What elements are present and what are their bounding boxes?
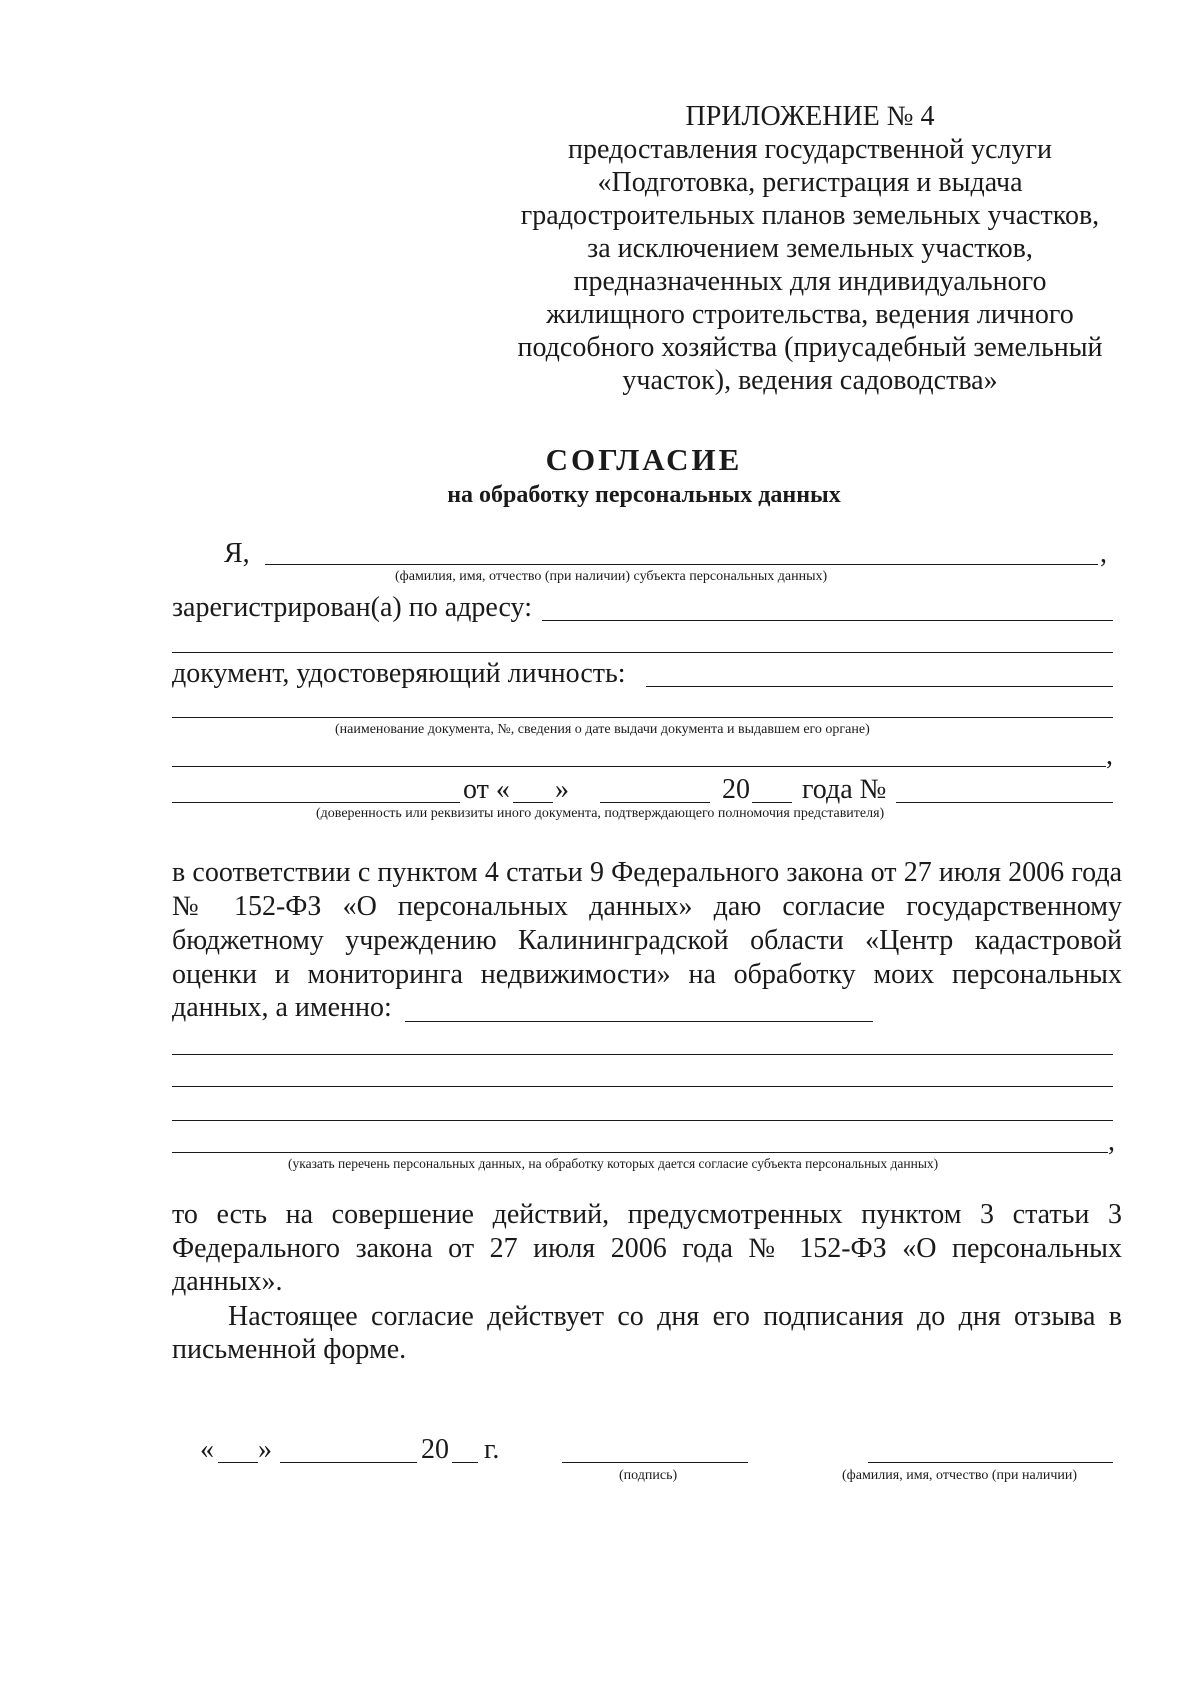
actions-paragraph: то есть на совершение действий, предусмотренных пунктом 3 статьи 3 Федерального закона от 27 июля 2006 года № 152-ФЗ «О персональных (172, 1199, 1122, 1264)
appendix-line: за исключением земельных участков, (587, 233, 1033, 264)
personal-data-caption: (указать перечень персональных данных, на обработку которых дается согласие субъекта персональных данных) (288, 1156, 939, 1171)
sign-month-field[interactable] (280, 1462, 417, 1463)
proxy-month-field[interactable] (600, 802, 710, 803)
document-field-line2[interactable] (172, 717, 1113, 718)
document-field-line3[interactable] (172, 766, 1106, 767)
consent-paragraph: в соответствии с пунктом 4 статьи 9 Федерального закона от 27 июля 2006 года № 152-ФЗ «О персональных данных» даю согласие государственному бюджетному учреждению Калининградской области «Центр кадастровой оценки и мониторинга недвижимости» на обработку моих персональных (172, 857, 1122, 990)
document-caption: (наименование документа, №, сведения о дате выдачи документа и выдавшем его органе) (335, 722, 870, 737)
year-prefix: 20 (722, 774, 750, 805)
address-field[interactable] (542, 620, 1113, 621)
year-suffix: года № (802, 774, 887, 805)
proxy-document-field[interactable] (172, 802, 460, 803)
signature-caption: (подпись) (619, 1468, 678, 1483)
appendix-title: ПРИЛОЖЕНИЕ № 4 (685, 101, 935, 132)
appendix-line: предназначенных для индивидуального (573, 266, 1047, 297)
actions-tail: данных». (172, 1266, 283, 1297)
sign-year-field[interactable] (452, 1462, 478, 1463)
document-subtitle: на обработку персональных данных (447, 482, 841, 508)
document-label: документ, удостоверяющий личность: (172, 658, 626, 689)
appendix-line: участок), ведения садоводства» (622, 365, 998, 396)
fio-field[interactable] (265, 564, 1098, 565)
appendix-line: градостроительных планов земельных участков, (520, 200, 1100, 231)
personal-data-line[interactable] (172, 1152, 1108, 1153)
i-label: Я, (224, 538, 250, 569)
sign-day-field[interactable] (218, 1462, 258, 1463)
fio-caption: (фамилия, имя, отчество (при наличии) субъекта персональных данных) (395, 569, 828, 584)
appendix-line: подсобного хозяйства (приусадебный земельный (517, 332, 1103, 363)
quote-close: » (555, 774, 569, 805)
personal-data-field[interactable] (405, 1021, 873, 1022)
document-field[interactable] (646, 686, 1113, 687)
validity-paragraph: Настоящее согласие действует со дня его подписания до дня отзыва в (228, 1301, 1122, 1332)
personal-data-line[interactable] (172, 1086, 1113, 1087)
document-heading (0, 440, 1200, 510)
appendix-line: жилищного строительства, ведения личного (546, 299, 1074, 330)
appendix-header (480, 100, 1140, 397)
validity-tail: письменной форме. (172, 1334, 407, 1365)
from-label: от « (463, 774, 510, 805)
consent-tail: данных, а именно: (172, 992, 392, 1023)
document-title: СОГЛАСИЕ (545, 442, 743, 477)
comma: , (1100, 538, 1107, 569)
proxy-number-field[interactable] (896, 802, 1113, 803)
sign-year-suffix: г. (484, 1434, 500, 1465)
signer-name-caption: (фамилия, имя, отчество (при наличии) (842, 1468, 1078, 1483)
signature-field[interactable] (562, 1462, 748, 1463)
appendix-line: «Подготовка, регистрация и выдача (597, 167, 1023, 198)
appendix-line: предоставления государственной услуги (568, 134, 1052, 165)
sign-open-quote: « (200, 1434, 214, 1465)
proxy-year-field[interactable] (752, 802, 792, 803)
personal-data-line[interactable] (172, 1120, 1113, 1121)
comma: , (1108, 1126, 1115, 1157)
personal-data-line[interactable] (172, 1054, 1113, 1055)
sign-year-prefix: 20 (421, 1434, 449, 1465)
address-field-line2[interactable] (172, 652, 1113, 653)
address-label: зарегистрирован(а) по адресу: (172, 592, 532, 623)
proxy-day-field[interactable] (513, 802, 553, 803)
signer-name-field[interactable] (868, 1462, 1113, 1463)
proxy-caption: (доверенность или реквизиты иного документа, подтверждающего полномочия представителя) (316, 806, 885, 821)
comma: , (1106, 740, 1113, 771)
sign-close-quote: » (258, 1434, 272, 1465)
